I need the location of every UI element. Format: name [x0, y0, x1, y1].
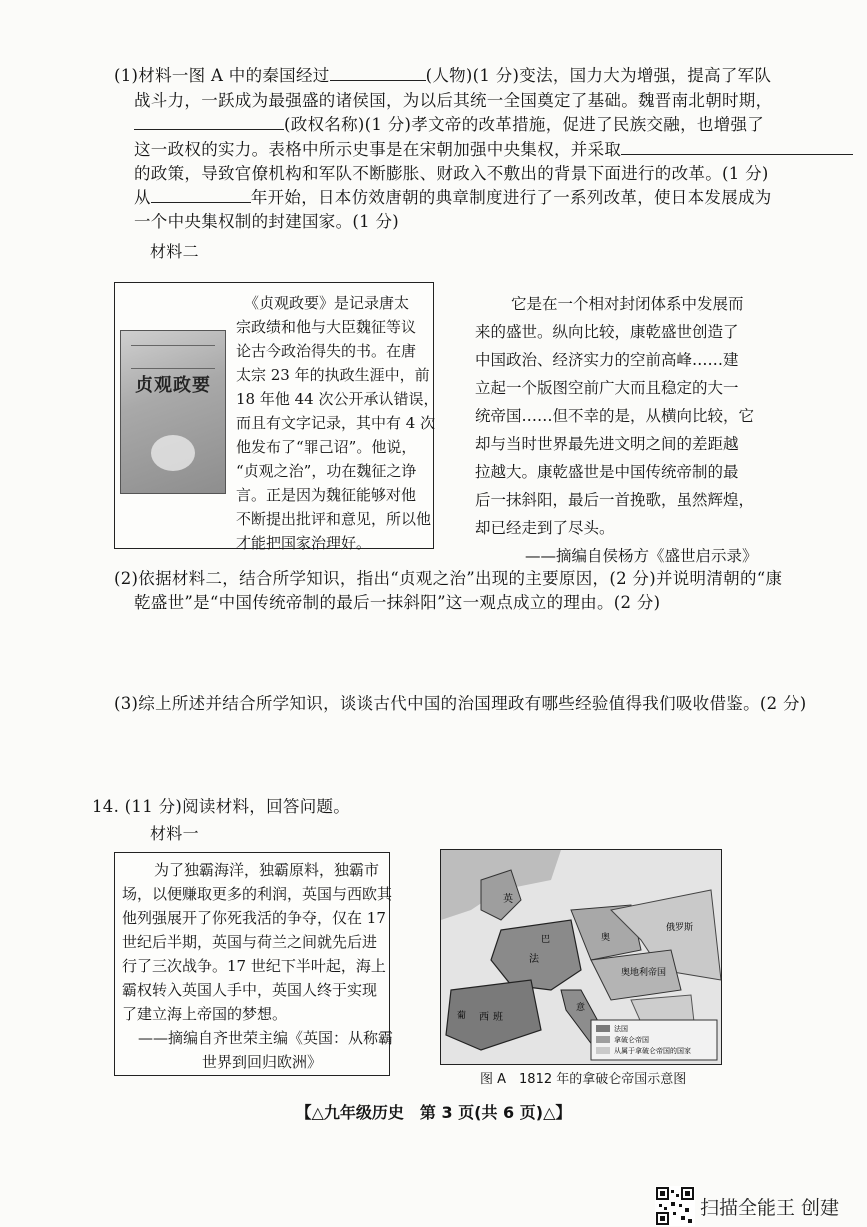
material2-label: 材料二 — [150, 242, 199, 261]
quote-source: ——摘编自侯杨方《盛世启示录》 — [525, 547, 758, 565]
napoleon-empire-map — [440, 849, 722, 1065]
qr-code-icon — [655, 1186, 695, 1226]
q13-part1-line7: 一个中央集权制的封建国家。(1 分) — [134, 212, 400, 231]
q13-line1-prefix: (1)材料一图 A 中的秦国经过 — [114, 66, 330, 85]
q13-line3-suffix: (政权名称)(1 分)孝文帝的改革措施，促进了民族交融，也增强了 — [284, 115, 765, 134]
watermark-text: 扫描全能王 创建 — [700, 1197, 840, 1219]
box-line: 他列强展开了你死我活的争夺，仅在 17 — [122, 909, 386, 927]
legend-swatch-2 — [596, 1036, 610, 1043]
q13-part1-line4 — [134, 138, 853, 162]
q13-part3: (3)综上所述并结合所学知识，谈谈古代中国的治国理政有哪些经验值得我们吸收借鉴。(2 分) — [114, 694, 807, 713]
answer-blank-year[interactable] — [151, 186, 251, 203]
q13-part2-line2: 乾盛世”是“中国传统帝制的最后一抹斜阳”这一观点成立的理由。(2 分) — [134, 593, 661, 612]
book-line: 论古今政治得失的书。在唐 — [236, 342, 417, 360]
material1-text — [122, 858, 393, 1074]
quote-line: 却已经走到了尽头。 — [475, 519, 615, 537]
book-line: 18 年他 44 次公开承认错误， — [236, 390, 439, 408]
q13-part1-line6 — [134, 186, 772, 210]
book-line: 不断提出批评和意见，所以他 — [236, 510, 432, 528]
book-line: 言。正是因为魏征能够对他 — [236, 486, 417, 504]
quote-line: 却与当时世界最先进文明之间的差距越 — [475, 435, 739, 453]
book-line: “贞观之治”，功在魏征之诤 — [236, 462, 417, 480]
answer-blank-policy[interactable] — [621, 138, 853, 155]
map-label-france: 法 — [529, 954, 539, 965]
book-line: 他发布了“罪己诏”。他说， — [236, 438, 417, 456]
map-label-spain-2: 班 — [493, 1012, 503, 1023]
book-line: 宗政绩和他与大臣魏征等议 — [236, 318, 417, 336]
map-label-britain: 英 — [503, 894, 513, 905]
book-line: 太宗 23 年的执政生涯中，前 — [236, 366, 430, 384]
map-label-italy: 意 — [576, 1003, 586, 1013]
book-cover-emblem — [151, 435, 195, 471]
page-footer: 【△九年级历史 第 3 页(共 6 页)△】 — [295, 1103, 572, 1122]
book-line: 《贞观政要》是记录唐太 — [244, 294, 410, 312]
quote-line: 中国政治、经济实力的空前高峰……建 — [475, 351, 739, 369]
box-line: 霸权转入英国人手中，英国人终于实现 — [122, 981, 378, 999]
box-line: 为了独霸海洋，独霸原料，独霸市 — [154, 861, 380, 879]
book-description — [236, 291, 438, 555]
quote-line: 它是在一个相对封闭体系中发展而 — [511, 295, 744, 313]
legend-swatch-3 — [596, 1047, 610, 1054]
book-cover-image — [120, 330, 226, 494]
legend-label-1: 法国 — [614, 1025, 628, 1033]
box-source-2: 世界到回归欧洲》 — [202, 1053, 323, 1071]
map-caption: 图 A 1812 年的拿破仑帝国示意图 — [480, 1072, 687, 1087]
q13-part2-line1: (2)依据材料二，结合所学知识，指出“贞观之治”出现的主要原因，(2 分)并说明清朝的“康 — [114, 569, 783, 588]
book-line: 才能把国家治理好。 — [236, 534, 372, 552]
q13-line4-prefix: 这一政权的实力。表格中所示史事是在宋朝加强中央集权，并采取 — [134, 140, 622, 159]
answer-blank-regime[interactable] — [134, 113, 284, 130]
q13-part1-line5: 的政策，导致官僚机构和军队不断膨胀、财政入不敷出的背景下面进行的改革。(1 分) — [134, 164, 769, 183]
answer-blank-person[interactable] — [330, 64, 426, 81]
map-label-austria-empire: 奥地利帝国 — [621, 968, 667, 978]
quote-line: 立起一个版图空前广大而且稳定的大一 — [475, 379, 739, 397]
q14-header: 14. (11 分)阅读材料，回答问题。 — [92, 797, 351, 816]
q13-line1-suffix: (人物)(1 分)变法，国力大为增强，提高了军队 — [425, 66, 772, 85]
box-line: 了建立海上帝国的梦想。 — [122, 1005, 288, 1023]
q13-part1-line3 — [134, 113, 764, 137]
legend-label-2: 拿破仑帝国 — [614, 1036, 649, 1044]
quote-line: 统帝国……但不幸的是，从横向比较，它 — [475, 407, 755, 425]
book-cover-band — [131, 345, 215, 369]
map-svg — [441, 850, 721, 1064]
map-label-ba: 巴 — [541, 935, 551, 945]
q13-line6-suffix: 年开始，日本仿效唐朝的典章制度进行了一系列改革，使日本发展成为 — [250, 188, 772, 207]
box-line: 行了三次战争。17 世纪下半叶起，海上 — [122, 957, 386, 975]
quote-line: 拉越大。康乾盛世是中国传统帝制的最 — [475, 463, 739, 481]
map-label-spain-1: 西 — [479, 1012, 489, 1023]
quote-line: 来的盛世。纵向比较，康乾盛世创造了 — [475, 323, 739, 341]
kangqian-quote — [475, 290, 758, 570]
quote-line: 后一抹斜阳，最后一首挽歌，虽然辉煌， — [475, 491, 755, 509]
map-label-russia: 俄罗斯 — [666, 923, 694, 933]
book-line: 而且有文字记录，其中有 4 次 — [236, 414, 436, 432]
q13-part1-line2: 战斗力，一跃成为最强盛的诸侯国，为以后其统一全国奠定了基础。魏晋南北朝时期， — [134, 91, 773, 110]
map-label-portugal: 葡 — [457, 1011, 467, 1021]
legend-label-3: 从属于拿破仑帝国的国家 — [614, 1047, 691, 1055]
q13-line6-prefix: 从 — [134, 188, 151, 207]
q13-part1-line1 — [114, 64, 771, 88]
material1-label: 材料一 — [150, 824, 199, 843]
box-source-1: ——摘编自齐世荣主编《英国：从称霸 — [138, 1029, 394, 1047]
box-line: 场，以便赚取更多的利润，英国与西欧其 — [122, 885, 393, 903]
box-line: 世纪后半期，英国与荷兰之间就先后进 — [122, 933, 378, 951]
map-label-ao: 奥 — [601, 933, 611, 943]
book-cover-title: 贞观政要 — [135, 375, 211, 396]
legend-swatch-1 — [596, 1025, 610, 1032]
